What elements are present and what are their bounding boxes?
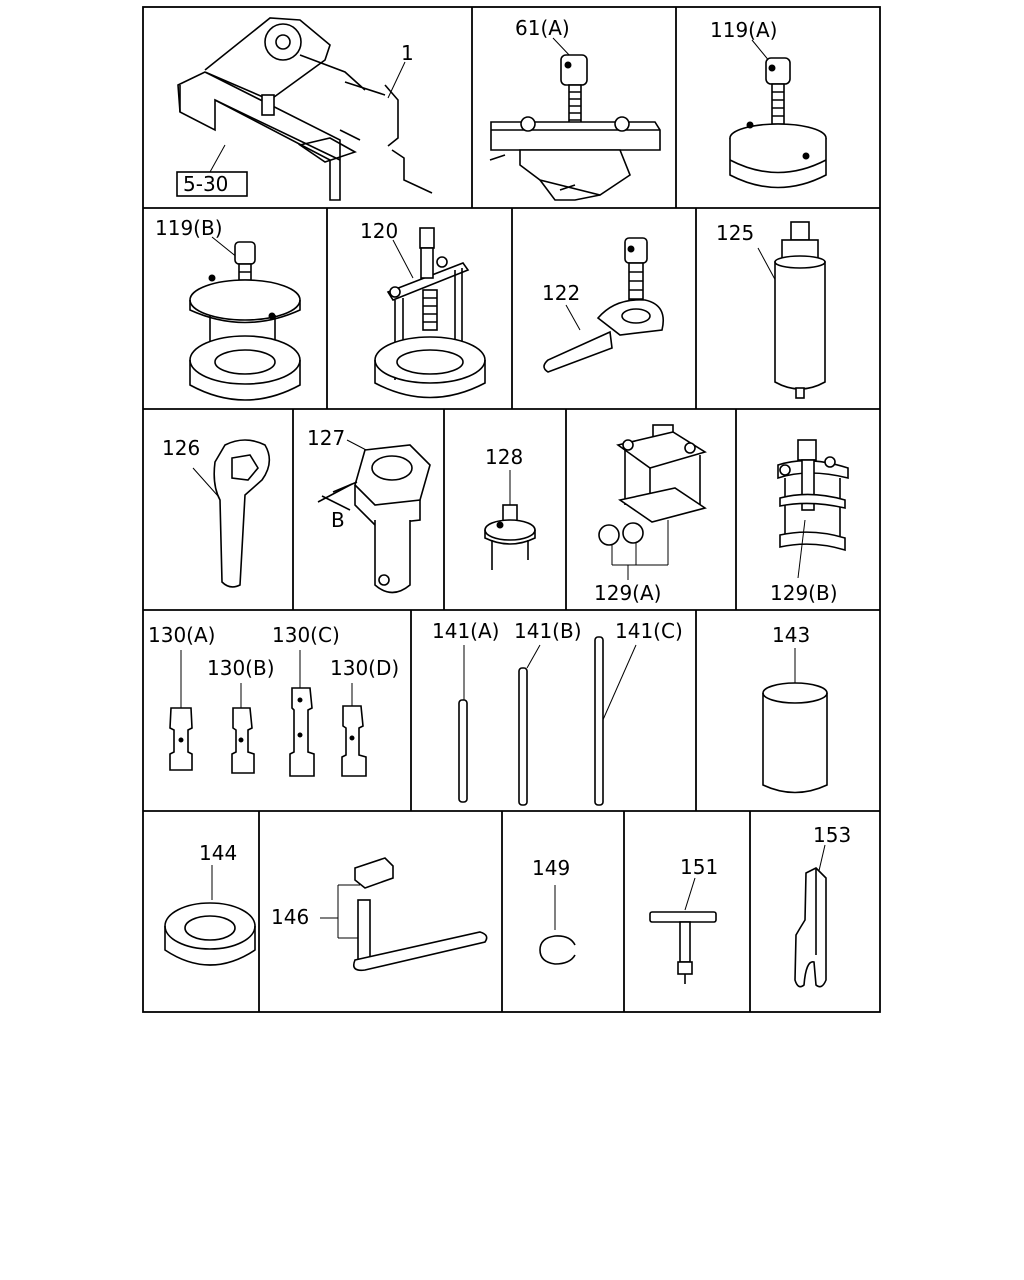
part-128-puller (485, 470, 535, 570)
label-1: 1 (401, 41, 414, 65)
label-120: 120 (360, 219, 399, 243)
label-129a: 129(A) (594, 581, 662, 605)
part-129b-fixture (778, 440, 848, 578)
part-146-tool (320, 858, 487, 970)
label-141b: 141(B) (514, 619, 582, 643)
label-127: 127 (307, 426, 346, 450)
part-151-t-handle (650, 878, 716, 984)
label-144: 144 (199, 841, 238, 865)
label-126: 126 (162, 436, 201, 460)
part-122-wrench (544, 238, 663, 372)
part-143-sleeve (763, 648, 827, 793)
part-119a-installer (730, 40, 826, 188)
label-130b: 130(B) (207, 656, 275, 680)
label-149: 149 (532, 856, 571, 880)
label-151: 151 (680, 855, 719, 879)
ref-box-5-30 (177, 172, 247, 196)
part-61a-puller (490, 38, 660, 200)
label-122: 122 (542, 281, 581, 305)
part-126-wrench (193, 440, 269, 587)
part-153-spanner (795, 845, 826, 987)
label-5-30: 5-30 (183, 172, 229, 196)
label-125: 125 (716, 221, 755, 245)
part-130d-socket (342, 683, 366, 776)
label-141a: 141(A) (432, 619, 500, 643)
label-130a: 130(A) (148, 623, 216, 647)
label-61a: 61(A) (515, 16, 570, 40)
part-130b-socket (232, 683, 254, 773)
label-119a: 119(A) (710, 18, 778, 42)
part-144-ring (165, 865, 255, 965)
label-130d: 130(D) (330, 656, 400, 680)
label-130c: 130(C) (272, 623, 340, 647)
part-120-puller (375, 228, 485, 398)
label-153: 153 (813, 823, 852, 847)
part-130a-socket (170, 650, 192, 770)
label-128: 128 (485, 445, 524, 469)
part-130c-socket (290, 650, 314, 776)
part-141a-rod (459, 645, 467, 802)
label-127-b: B (331, 508, 345, 532)
part-119b-installer (190, 237, 300, 400)
part-141b-rod (519, 645, 540, 805)
label-146: 146 (271, 905, 310, 929)
part-149-clip (540, 885, 575, 964)
part-141c-rod (595, 637, 636, 805)
part-129a-fixture (599, 425, 705, 580)
label-129b: 129(B) (770, 581, 838, 605)
label-119b: 119(B) (155, 216, 223, 240)
part-125-cylinder (758, 222, 825, 398)
label-143: 143 (772, 623, 811, 647)
label-141c: 141(C) (615, 619, 683, 643)
